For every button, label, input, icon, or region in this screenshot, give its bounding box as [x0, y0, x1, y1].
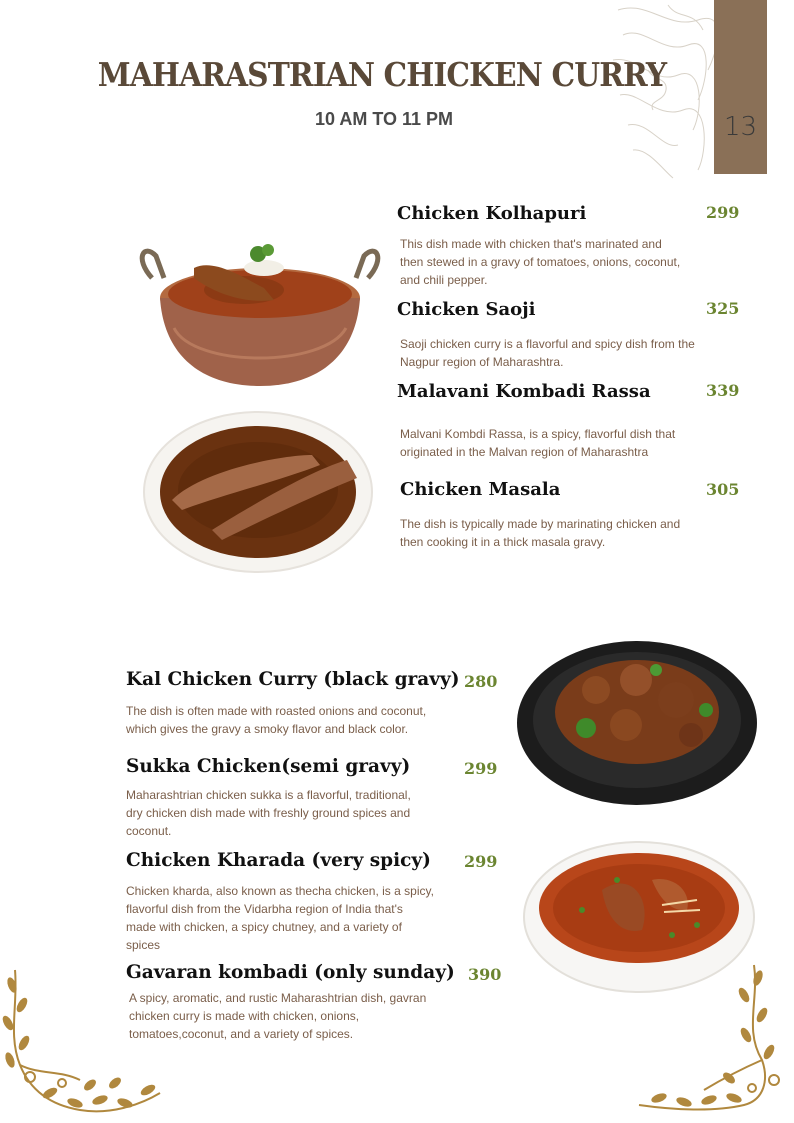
desc-line: tomatoes,coconut, and a variety of spices. — [129, 1027, 354, 1041]
dish-price: 390 — [468, 965, 502, 984]
black-bowl-chicken-sukka-image — [516, 640, 758, 806]
desc-line: Malvani Kombdi Rassa, is a spicy, flavorful dish that — [400, 427, 676, 441]
desc-line: coconut. — [126, 824, 172, 838]
copper-kadai-chicken-image — [134, 238, 386, 388]
dish-price: 299 — [464, 759, 498, 778]
dish-price: 299 — [464, 852, 498, 871]
dish-price: 280 — [464, 672, 498, 691]
dish-price: 339 — [706, 381, 740, 400]
dish-description — [400, 235, 710, 289]
desc-line: Chicken kharda, also known as thecha chicken, is a spicy, — [126, 884, 434, 898]
desc-line: flavorful dish from the Vidarbha region of India that's — [126, 902, 403, 916]
desc-line: and chili pepper. — [400, 273, 488, 287]
desc-line: The dish is typically made by marinating chicken and — [400, 517, 681, 531]
desc-line: made with chicken, a spicy chutney, and a variety of — [126, 920, 402, 934]
dish-price: 325 — [706, 299, 740, 318]
dish-name: Malavani Kombadi Rassa — [397, 381, 651, 402]
dish-name: Chicken Kolhapuri — [397, 203, 587, 224]
desc-line: A spicy, aromatic, and rustic Maharashtrian dish, gavran — [129, 991, 427, 1005]
dish-name: Chicken Saoji — [397, 299, 536, 320]
floral-vine-left — [0, 965, 165, 1123]
dish-description — [126, 882, 456, 954]
dish-description — [129, 989, 459, 1043]
desc-line: Nagpur region of Maharashtra. — [400, 355, 564, 369]
desc-line: originated in the Malvan region of Maharashtra — [400, 445, 649, 459]
dish-name: Gavaran kombadi (only sunday) — [126, 962, 455, 983]
dish-description — [400, 425, 710, 461]
desc-line: Saoji chicken curry is a flavorful and spicy dish from the — [400, 337, 695, 351]
dish-description — [400, 335, 720, 371]
desc-line: chicken curry is made with chicken, onions, — [129, 1009, 360, 1023]
dish-description — [126, 786, 456, 840]
dish-name: Chicken Masala — [400, 479, 561, 500]
desc-line: which gives the gravy a smoky flavor and black color. — [126, 722, 409, 736]
page-number: 13 — [723, 112, 758, 142]
desc-line: spices — [126, 938, 161, 952]
desc-line: The dish is often made with roasted onions and coconut, — [126, 704, 427, 718]
dish-name: Chicken Kharada (very spicy) — [126, 850, 431, 871]
floral-vine-right — [634, 960, 794, 1123]
desc-line: dry chicken dish made with freshly ground spices and — [126, 806, 411, 820]
desc-line: then stewed in a gravy of tomatoes, onions, coconut, — [400, 255, 681, 269]
desc-line: This dish made with chicken that's marinated and — [400, 237, 662, 251]
dish-name: Kal Chicken Curry (black gravy) — [126, 669, 460, 690]
page-title: MAHARASTRIAN CHICKEN CURRY — [97, 55, 667, 94]
dish-price: 305 — [706, 480, 740, 499]
dish-description — [400, 515, 710, 551]
chicken-leg-gravy-plate-image — [142, 410, 374, 575]
dish-price: 299 — [706, 203, 740, 222]
desc-line: then cooking it in a thick masala gravy. — [400, 535, 606, 549]
dish-description — [126, 702, 456, 738]
dish-name: Sukka Chicken(semi gravy) — [126, 756, 411, 777]
opening-hours: 10 AM TO 11 PM — [314, 109, 454, 129]
desc-line: Maharashtrian chicken sukka is a flavorful, traditional, — [126, 788, 411, 802]
